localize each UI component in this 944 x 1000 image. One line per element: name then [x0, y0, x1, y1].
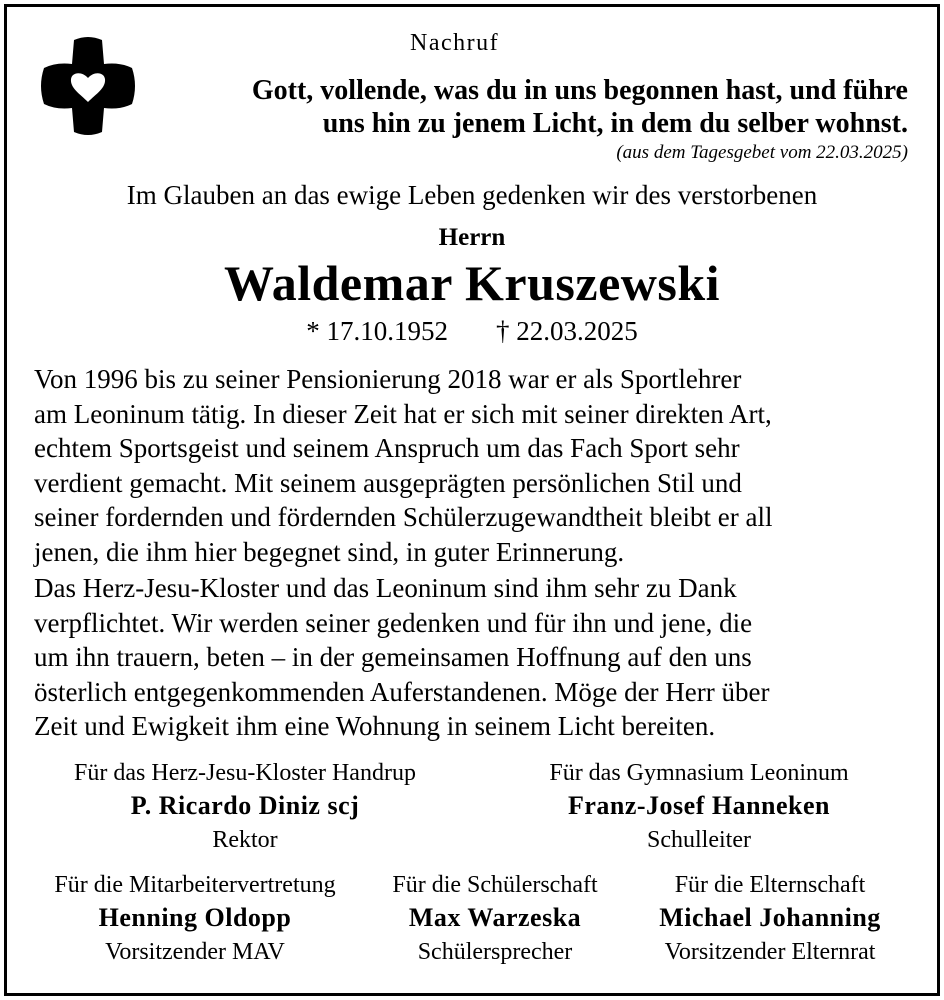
paragraph-line: Zeit und Ewigkeit ihm eine Wohnung in seinem Licht bereiten. — [34, 711, 716, 741]
signature-parents — [622, 870, 918, 968]
quote-line-1: Gott, vollende, was du in uns begonnen hast, und führe — [251, 75, 908, 106]
signature-students — [370, 870, 620, 968]
signature-name: Michael Johanning — [659, 903, 881, 932]
paragraph-line: um ihn trauern, beten – in der gemeinsamen Hoffnung auf den uns — [34, 642, 752, 672]
paragraph-line: am Leoninum tätig. In dieser Zeit hat er sich mit seiner direkten Art, — [34, 398, 772, 429]
paragraph-line: seiner fordernden und fördernden Schülerzugewandtheit bleibt er all — [34, 502, 773, 532]
signature-name: Franz-Josef Hanneken — [567, 791, 831, 820]
signature-for: Für die Schülerschaft — [392, 872, 598, 898]
intro-text: Im Glauben an das ewige Leben gedenken wir des verstorbenen — [126, 180, 818, 210]
paragraph-line: Von 1996 bis zu seiner Pensionierung 2018 war er als Sportlehrer — [34, 364, 742, 394]
life-dates — [0, 316, 944, 347]
quote — [148, 74, 908, 140]
cross-with-heart-icon — [40, 36, 136, 136]
paragraph-line: österlich entgegenkommenden Auferstandenen. Möge der Herr über — [34, 676, 770, 707]
quote-line-2: uns hin zu jenem Licht, in dem du selber wohnst. — [322, 108, 908, 139]
signature-monastery — [30, 758, 460, 856]
salutation: Herrn — [438, 224, 506, 251]
deceased-name: Waldemar Kruszewski — [223, 255, 721, 311]
obituary-title: Nachruf — [410, 30, 500, 56]
quote-source: (aus dem Tagesgebet vom 22.03.2025) — [616, 142, 908, 163]
signature-name: Henning Oldopp — [98, 903, 292, 932]
signature-for: Für das Herz-Jesu-Kloster Handrup — [74, 760, 416, 786]
signature-for: Für das Gymnasium Leoninum — [549, 760, 849, 786]
paragraph-gratitude — [34, 571, 914, 744]
signature-role: Schülersprecher — [417, 939, 573, 965]
signature-for: Für die Elternschaft — [674, 872, 866, 898]
signature-name: P. Ricardo Diniz scj — [130, 791, 360, 820]
signature-name: Max Warzeska — [408, 903, 582, 932]
paragraph-line: jenen, die ihm hier begegnet sind, in guter Erinnerung. — [34, 536, 625, 567]
paragraph-line: echtem Sportsgeist und seinem Anspruch um das Fach Sport sehr — [34, 433, 740, 463]
signature-staff — [20, 870, 370, 968]
signature-for: Für die Mitarbeitervertretung — [54, 872, 336, 898]
paragraph-career — [34, 362, 914, 569]
signature-role: Rektor — [212, 827, 278, 853]
paragraph-line: Das Herz-Jesu-Kloster und das Leoninum sind ihm sehr zu Dank — [34, 573, 737, 603]
paragraph-line: verdient gemacht. Mit seinem ausgeprägten persönlichen Stil und — [34, 467, 742, 498]
birth-date: * 17.10.1952 — [306, 316, 448, 346]
signature-role: Schulleiter — [647, 827, 751, 853]
signature-school — [484, 758, 914, 856]
paragraph-line: verpflichtet. Wir werden seiner gedenken und für ihn und jene, die — [34, 607, 753, 638]
signature-role: Vorsitzender Elternrat — [664, 939, 876, 965]
death-date: † 22.03.2025 — [496, 316, 638, 346]
signature-role: Vorsitzender MAV — [105, 939, 285, 965]
